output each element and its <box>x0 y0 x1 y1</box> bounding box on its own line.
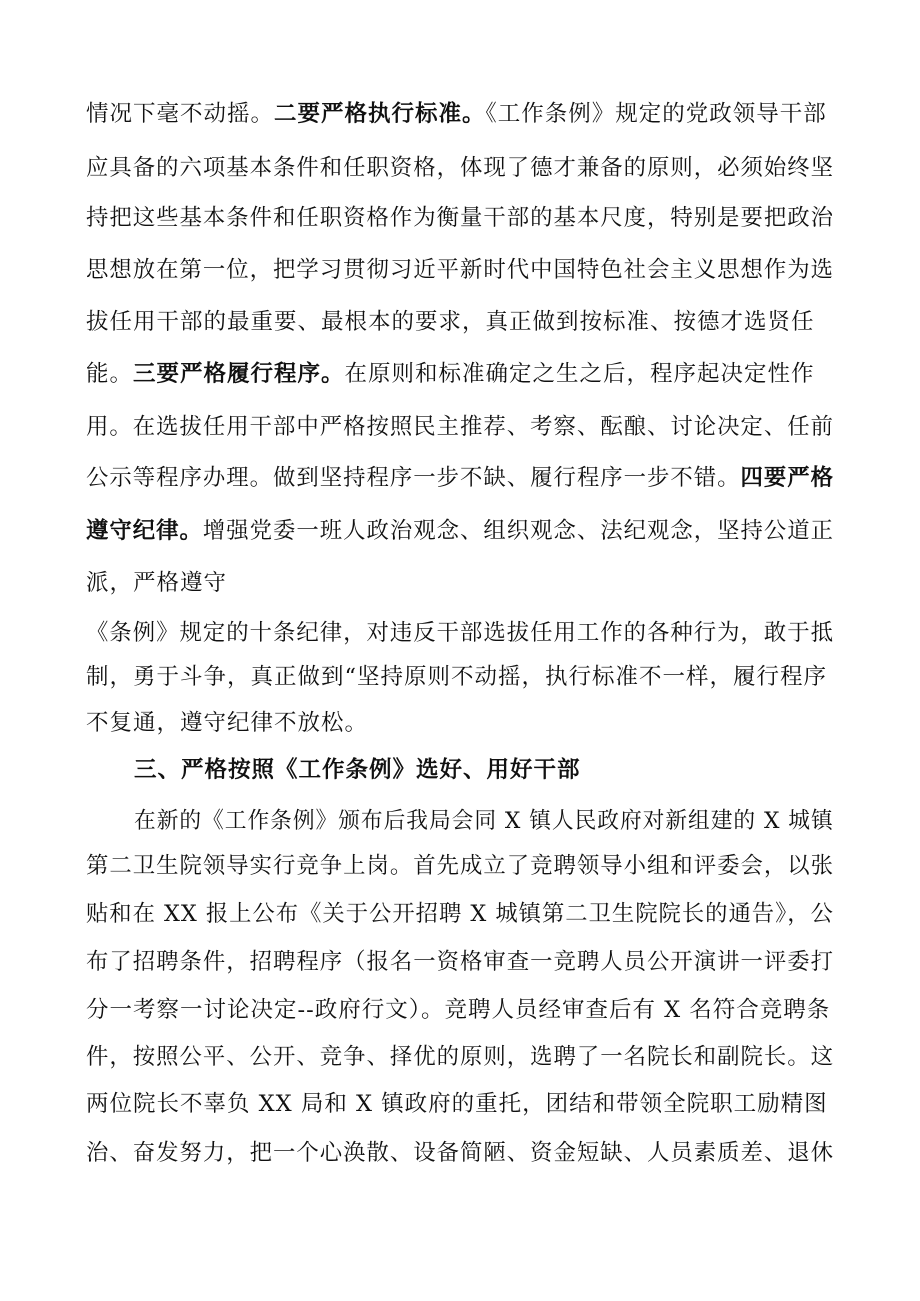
line-text: 在原则和标准确定之生之后，程序起决定性作 <box>344 361 815 387</box>
text-line <box>86 357 815 391</box>
text-line <box>86 151 834 185</box>
line-text: 在新的《工作条例》颁布后我局会同 X 镇人民政府对新组建的 X 城镇 <box>134 808 834 834</box>
text-line <box>86 461 834 495</box>
line-text: 《条例》规定的十条纪律，对违反干部选拔任用工作的各种行为，敢于抵 <box>86 620 835 646</box>
line-text: 应具备的六项基本条件和任职资格，体现了德才兼备的原则，必须始终坚 <box>86 155 835 181</box>
text-line <box>86 305 815 339</box>
section-heading <box>134 753 581 787</box>
text-line <box>86 97 827 131</box>
text-line <box>86 1087 828 1121</box>
line-text: 不复通，遵守纪律不放松。 <box>86 710 369 736</box>
text-line <box>86 945 834 979</box>
text-line <box>86 616 834 650</box>
line-text: 思想放在第一位，把学习贯彻习近平新时代中国特色社会主义思想作为选 <box>86 257 835 283</box>
heading-text: 三、严格按照《工作条例》选好、用好干部 <box>134 757 581 783</box>
line-text: 《工作条例》规定的党政领导干部 <box>485 101 827 127</box>
line-text: 治、奋发努力，把一个心涣散、设备简陋、资金短缺、人员素质差、退休 <box>86 1140 835 1166</box>
text-line <box>86 706 368 740</box>
bold-point-4-cont: 遵守纪律。 <box>86 518 203 544</box>
line-text: 公示等程序办理。做到坚持程序一步不缺、履行程序一步不错。 <box>86 465 741 491</box>
line-text: 分一考察一讨论决定--政府行文）。竞聘人员经审查后有 X 名符合竞聘条 <box>86 997 831 1023</box>
line-text: 拔任用干部的最重要、最根本的要求，真正做到按标准、按德才选贤任 <box>86 309 815 335</box>
text-line <box>86 897 834 931</box>
bold-point-4: 四要严格 <box>740 465 835 491</box>
line-text: 能。 <box>86 361 134 387</box>
text-line <box>86 1136 834 1170</box>
bold-point-3: 三要严格履行程序。 <box>133 361 345 387</box>
text-line <box>86 201 834 235</box>
text-line <box>86 566 227 600</box>
line-text: 用。在选拔任用干部中严格按照民主推荐、考察、酝酿、讨论决定、任前 <box>86 414 835 440</box>
text-line <box>86 993 830 1027</box>
text-line <box>86 1040 834 1074</box>
line-text: 件，按照公平、公开、竞争、择优的原则，选聘了一名院长和副院长。这 <box>86 1044 835 1070</box>
bold-point-2: 二要严格执行标准。 <box>274 101 486 127</box>
line-text: 贴和在 XX 报上公布《关于公开招聘 X 城镇第二卫生院院长的通告》，公 <box>86 901 834 927</box>
text-line <box>86 410 834 444</box>
text-line <box>86 514 834 548</box>
line-text: 情况下毫不动摇。 <box>86 101 275 127</box>
line-text: 两位院长不辜负 XX 局和 X 镇政府的重托，团结和带领全院职工励精图 <box>86 1091 828 1117</box>
text-line <box>86 849 834 883</box>
line-text: 增强党委一班人政治观念、组织观念、法纪观念，坚持公道正 <box>202 518 835 544</box>
line-text: 制，勇于斗争，真正做到“坚持原则不动摇，执行标准不一样，履行程序 <box>86 664 828 690</box>
text-line <box>134 804 834 838</box>
line-text: 布了招聘条件，招聘程序（报名一资格审查一竞聘人员公开演讲一评委打 <box>86 949 835 975</box>
line-text: 派，严格遵守 <box>86 570 228 596</box>
text-line <box>86 253 834 287</box>
line-text: 持把这些基本条件和任职资格作为衡量干部的基本尺度，特别是要把政治 <box>86 205 835 231</box>
text-line <box>86 660 827 694</box>
line-text: 第二卫生院领导实行竞争上岗。首先成立了竞聘领导小组和评委会，以张 <box>86 853 835 879</box>
